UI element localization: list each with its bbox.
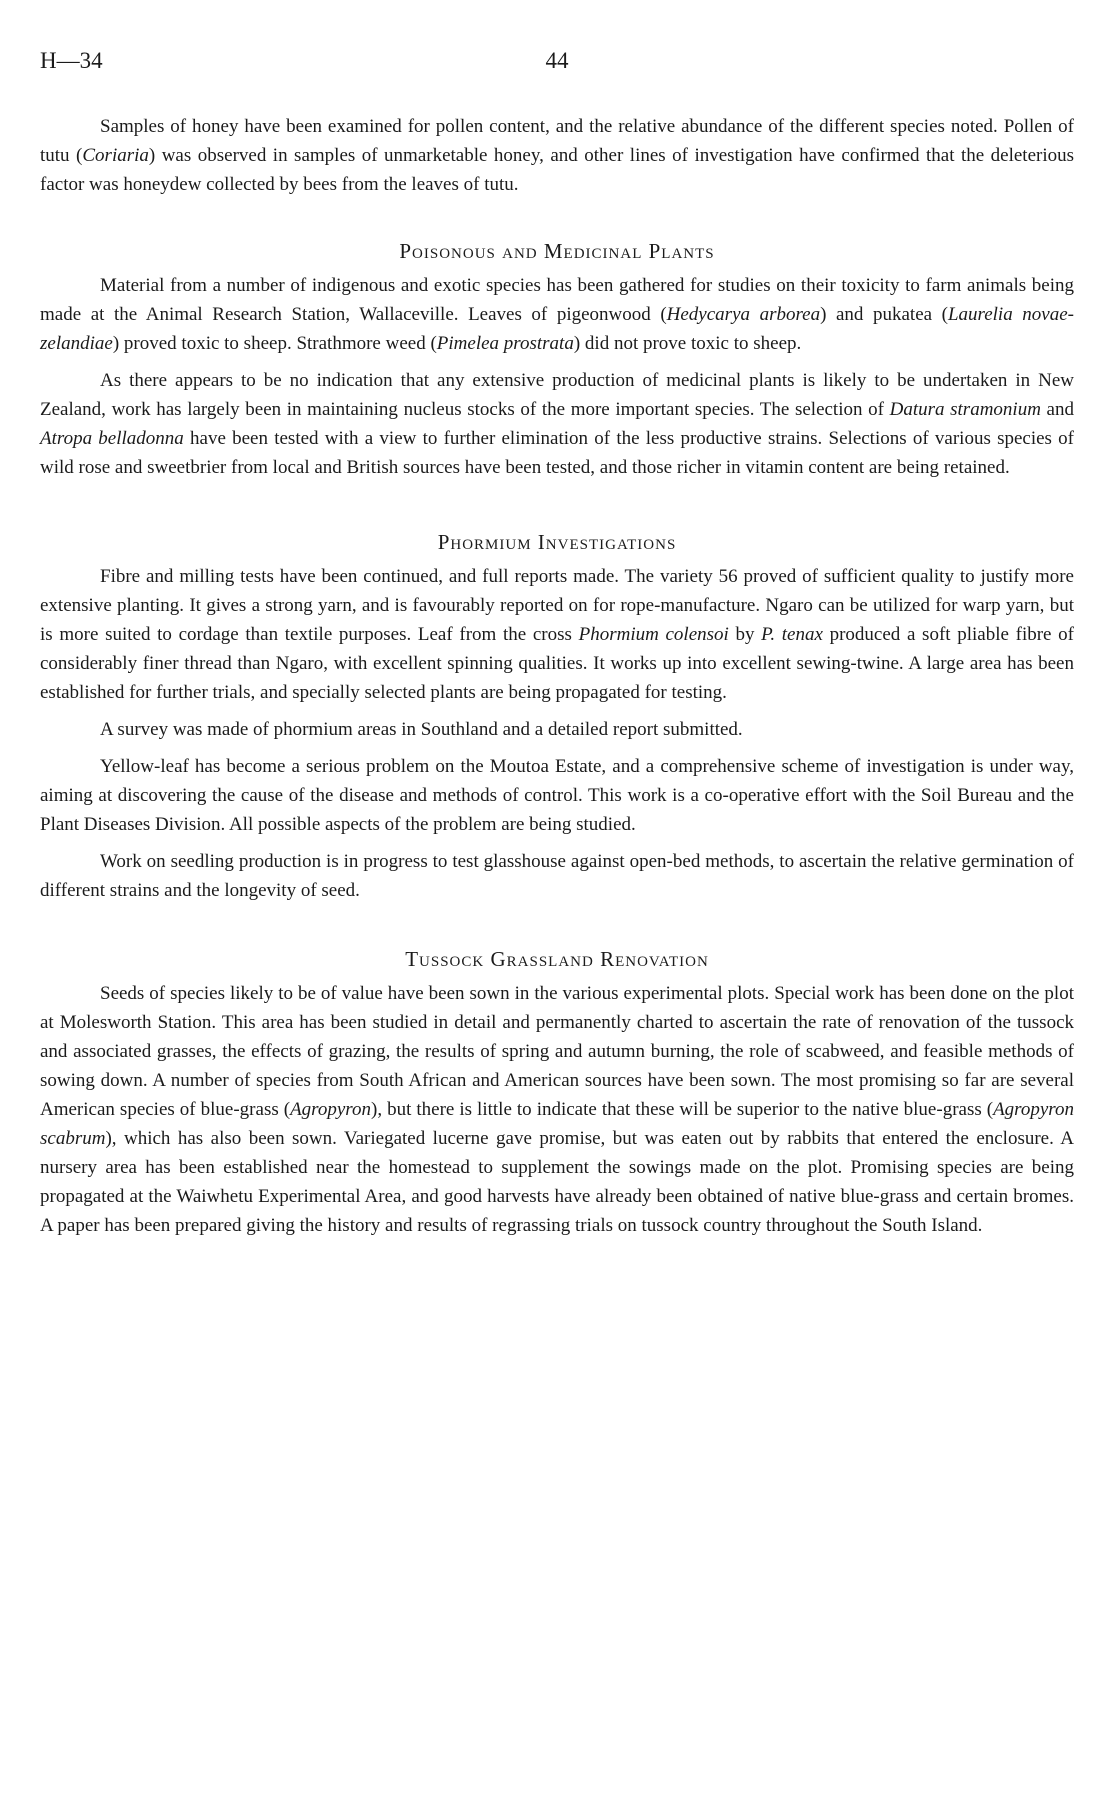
text-run: produced a soft pliable fibre of considerably finer thread than Ngaro, with excellent spinning qualities. It works up into excellent sewing-twine. A large area has been established for further trials, and specially selected plants are being propagated for testing. (40, 624, 1074, 703)
text-run: by (728, 624, 762, 645)
species-name: Hedycarya arborea (666, 304, 821, 325)
paragraph-yellow-leaf: Yellow-leaf has become a serious problem on the Moutoa Estate, and a comprehensive scheme of investigation is under way, aiming at discovering the cause of the disease and methods of control. This work is a co-operative effort with the Soil Bureau and the Plant Diseases Division. All possible aspects of the problem are being studied. (40, 756, 1074, 835)
text-run: have been tested with a view to further elimination of the less productive strains. Selections of various species of wild rose and sweetbrier from local and British sources have been tested, and those richer in vitamin content are being retained. (40, 428, 1074, 478)
text-run: ), which has also been sown. Variegated lucerne gave promise, but was eaten out by rabbits that entered the enclosure. A nursery area has been established near the homestead to supplement the sowings made on the plot. Promising species are being propagated at the Waiwhetu Experimental Area, and good harvests have already been obtained of native blue-grass and certain bromes. A paper has been prepared giving the history and results of regrassing trials on tussock country throughout the South Island. (40, 1128, 1074, 1236)
text-run: Samples of honey have been examined for pollen content, and the relative abundance of the different species noted. Pollen of tutu ( (40, 116, 1074, 166)
text-run: ) proved toxic to sheep. Strathmore weed ( (112, 333, 437, 354)
text-run: ) did not prove toxic to sheep. (573, 333, 802, 354)
species-name: Atropa belladonna (40, 428, 184, 449)
species-name: Datura stramonium (889, 399, 1041, 420)
page-number: 44 (545, 48, 569, 73)
section-heading-tussock-grassland: Tussock Grassland Renovation (405, 947, 709, 971)
document-reference: H—34 (40, 48, 103, 73)
paragraph-honey-pollen (40, 112, 1074, 199)
paragraph-southland-survey: A survey was made of phormium areas in Southland and a detailed report submitted. (100, 719, 743, 740)
paragraph-seedling-production: Work on seedling production is in progress to test glasshouse against open-bed methods, to ascertain the relative germination of different strains and the longevity of seed. (40, 851, 1074, 901)
species-name: Agropyron scabrum (40, 1099, 1074, 1149)
species-name: Coriaria (82, 145, 149, 166)
text-run: As there appears to be no indication that any extensive production of medicinal plants is likely to be undertaken in New Zealand, work has largely been in maintaining nucleus stocks of the more important species. The selection of (40, 370, 1074, 420)
text-run: ) and pukatea ( (820, 304, 948, 325)
species-name: Phormium colensoi (578, 624, 729, 645)
species-name: P. tenax (761, 624, 823, 645)
text-run: and (1040, 399, 1074, 420)
paragraph-toxicity-studies (40, 271, 1074, 358)
text-run: Seeds of species likely to be of value have been sown in the various experimental plots. Special work has been done on the plot at Molesworth Station. This area has been studied in detail and permanently charted to ascertain the rate of renovation of the tussock and associated grasses, the effects of grazing, the results of spring and autumn burning, the role of scabweed, and feasible methods of sowing down. A number of species from South African and American sources have been sown. The most promising so far are several American species of blue-grass ( (40, 983, 1074, 1120)
section-heading-poisonous-plants: Poisonous and Medicinal Plants (399, 239, 715, 263)
section-heading-phormium: Phormium Investigations (437, 530, 677, 554)
text-run: Fibre and milling tests have been continued, and full reports made. The variety 56 proved of sufficient quality to justify more extensive planting. It gives a strong yarn, and is favourably reported on for rope-manufacture. Ngaro can be utilized for warp yarn, but is more suited to cordage than textile purposes. Leaf from the cross (40, 566, 1074, 645)
text-run: ) was observed in samples of unmarketable honey, and other lines of investigation have confirmed that the deleterious factor was honeydew collected by bees from the leaves of tutu. (40, 145, 1075, 195)
paragraph-medicinal-plants (40, 366, 1074, 482)
paragraph-tussock-renovation (40, 979, 1074, 1240)
species-name: Pimelea prostrata (436, 333, 574, 354)
paragraph-fibre-tests (40, 562, 1074, 707)
text-run: ), but there is little to indicate that these will be superior to the native blue-grass ( (371, 1099, 994, 1120)
page-header (40, 48, 1074, 78)
text-run: Material from a number of indigenous and exotic species has been gathered for studies on their toxicity to farm animals being made at the Animal Research Station, Wallaceville. Leaves of pigeonwood ( (40, 275, 1074, 325)
species-name: Laurelia novae-zelandiae (40, 304, 1074, 354)
document-body (40, 112, 1074, 1248)
species-name: Agropyron (290, 1099, 371, 1120)
